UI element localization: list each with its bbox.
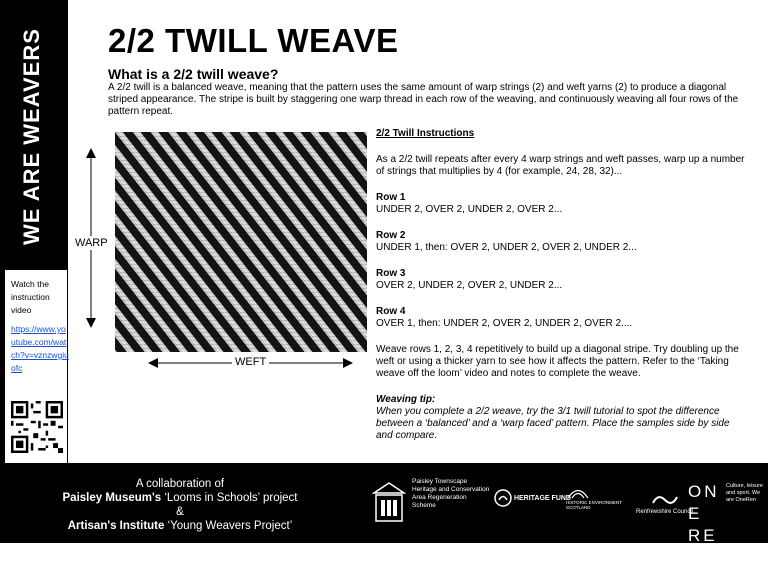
row-1-body: UNDER 2, OVER 2, UNDER 2, OVER 2... <box>376 204 563 215</box>
qr-code-icon[interactable] <box>11 401 63 453</box>
twill-weave-image <box>115 132 367 352</box>
video-link[interactable]: https://www.youtube.com/watch?v=vznzwgiuofc <box>11 324 69 373</box>
instructions-title: 2/2 Twill Instructions <box>376 128 475 139</box>
oneren-tagline: Culture, leisure and sport. We are OneRen <box>726 483 763 503</box>
row-2-heading: Row 2 <box>376 230 406 241</box>
row-3-heading: Row 3 <box>376 268 406 279</box>
instructions-intro: As a 2/2 twill repeats after every 4 warp strings and weft passes, warp up a number of strings that multiplies by 4 (for example, 24, 28, 32)... <box>376 154 745 177</box>
collab-line-1: A collaboration of <box>135 478 225 490</box>
heritage-fund-text: HERITAGE FUND <box>513 494 571 502</box>
collab-looms-in-schools: ‘Looms in Schools’ project <box>164 492 298 504</box>
footer <box>0 463 768 567</box>
watch-video-box <box>5 270 67 463</box>
renfrewshire-council-icon <box>650 493 680 507</box>
row-4-heading: Row 4 <box>376 306 406 317</box>
historic-environment-scotland-text: HISTORIC ENVIRONMENT SCOTLAND <box>566 500 622 510</box>
oneren-logo: ONE REN <box>688 482 720 567</box>
row-4 <box>376 306 746 330</box>
subtitle: What is a 2/2 twill weave? <box>108 66 279 82</box>
historic-environment-scotland-logo <box>566 487 630 510</box>
row-3-body: OVER 2, UNDER 2, OVER 2, UNDER 2... <box>376 280 563 291</box>
heritage-fund-logo <box>494 489 571 507</box>
renfrewshire-council-logo <box>636 493 693 515</box>
vertical-title: WE ARE WEAVERS <box>19 28 44 245</box>
weaving-tip-body: When you complete a 2/2 weave, try the 3/1 twill tutorial to spot the difference between a ‘balanced’ and a ‘warp faced’ pattern. Place the samples side by side and compare. <box>376 406 730 441</box>
paisley-townscape-logo-text: Paisley Townscape Heritage and Conservation Area Regeneration Scheme <box>412 478 490 509</box>
row-3 <box>376 268 746 292</box>
collab-artisans-institute: Artisan's Institute <box>67 520 165 532</box>
paisley-townscape-logo-icon <box>372 481 406 525</box>
intro-paragraph: A 2/2 twill is a balanced weave, meaning that the pattern uses the same amount of warp strings (2) and weft yarns (2) to produce a diagonal striped appearance. The stripe is built by staggering one warp thread in each row of the weaving, and continuously weaving all four rows of the pattern repeat. <box>108 82 739 117</box>
page-title: 2/2 TWILL WEAVE <box>108 22 399 59</box>
collab-line-4 <box>40 519 320 533</box>
collaboration-text <box>40 477 320 533</box>
instructions-panel <box>376 128 746 442</box>
row-2 <box>376 230 746 254</box>
collab-ampersand: & <box>176 506 184 518</box>
row-1 <box>376 192 746 216</box>
row-2-body: UNDER 1, then: OVER 2, UNDER 2, OVER 2, UNDER 2... <box>376 242 637 253</box>
weaving-tip-heading: Weaving tip: <box>376 394 436 405</box>
warp-label: WARP <box>75 237 108 249</box>
renfrewshire-council-text: Renfrewshire Council <box>636 509 694 515</box>
collab-line-2 <box>40 491 320 505</box>
weft-label: WEFT <box>232 356 269 368</box>
row-1-heading: Row 1 <box>376 192 406 203</box>
watch-video-text: Watch the instruction video <box>11 279 50 315</box>
heritage-fund-icon <box>494 489 512 507</box>
weave-rows-paragraph: Weave rows 1, 2, 3, 4 repetitively to build up a diagonal stripe. Try doubling up the weft or using a thicker yarn to see how it affects the pattern. Refer to the ‘Taking weave off the loom’ video and notes to complete the weave. <box>376 344 739 379</box>
collab-paisley-museum: Paisley Museum's <box>62 492 162 504</box>
collab-young-weavers: ‘Young Weavers Project’ <box>167 520 293 532</box>
row-4-body: OVER 1, then: UNDER 2, OVER 2, UNDER 2, OVER 2.... <box>376 318 633 329</box>
historic-environment-scotland-icon <box>566 487 590 499</box>
